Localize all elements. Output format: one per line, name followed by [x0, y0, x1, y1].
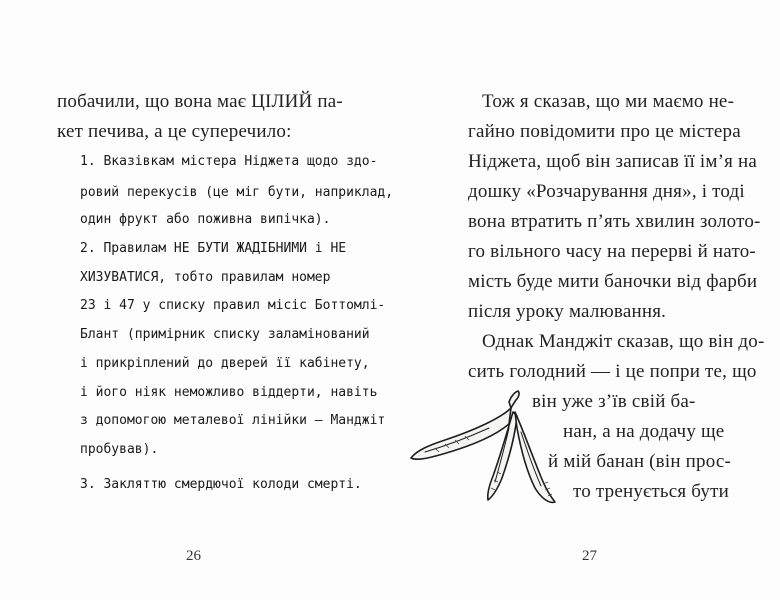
text-line: Однак Манджіт сказав, що він до-: [482, 331, 765, 352]
text-line: Ніджета, щоб він записав її ім’я на: [468, 151, 758, 172]
text-line: гайно повідомити про це містера: [468, 121, 741, 142]
list-line: і прикріплений до дверей її кабінету,: [80, 356, 370, 371]
list-line: 1. Вказівкам містера Ніджета щодо здо-: [80, 154, 378, 169]
page-number-left: 26: [186, 548, 201, 564]
page-number-right: 27: [582, 548, 597, 564]
list-line: 2. Правилам НЕ БУТИ ЖАДІБНИМИ і НЕ: [80, 241, 347, 256]
list-line: 23 і 47 у списку правил місіс Боттомлі-: [80, 298, 386, 313]
text-line: кет печива, а це суперечило:: [57, 121, 292, 142]
text-line: вона втратить п’ять хвилин золото-: [468, 211, 761, 232]
text-line: й мій банан (він прос-: [548, 451, 732, 472]
text-line: Тож я сказав, що ми маємо не-: [482, 91, 735, 112]
list-line: ровий перекусів (це міг бути, наприклад,: [80, 185, 394, 200]
banana-peel-icon: [405, 388, 565, 518]
text-line: після уроку малювання.: [468, 301, 667, 322]
text-line: мість буде мити баночки від фарби: [468, 271, 758, 292]
list-line: Блант (примірник списку заламінований: [80, 327, 370, 342]
text-line: побачили, що вона має ЦІЛИЙ па-: [57, 91, 343, 112]
list-line: і його ніяк неможливо віддерти, навіть: [80, 385, 378, 400]
text-line: сить голодний — і це попри те, що: [468, 361, 757, 382]
text-line: він уже з’їв свій ба-: [532, 391, 696, 412]
list-line: ХИЗУВАТИСЯ, тобто правилам номер: [80, 270, 331, 285]
list-line: пробував).: [80, 442, 159, 457]
list-line: з допомогою металевої лінійки – Манджіт: [80, 413, 386, 428]
text-line: го вільного часу на перерві й нато-: [468, 241, 756, 262]
list-line: 3. Закляттю смердючої колоди смерті.: [80, 477, 362, 492]
text-line: то тренується бути: [573, 481, 729, 502]
text-line: нан, а на додачу ще: [563, 421, 725, 442]
text-line: дошку «Розчарування дня», і тоді: [468, 181, 745, 202]
list-line: один фрукт або поживна випічка).: [80, 212, 331, 227]
